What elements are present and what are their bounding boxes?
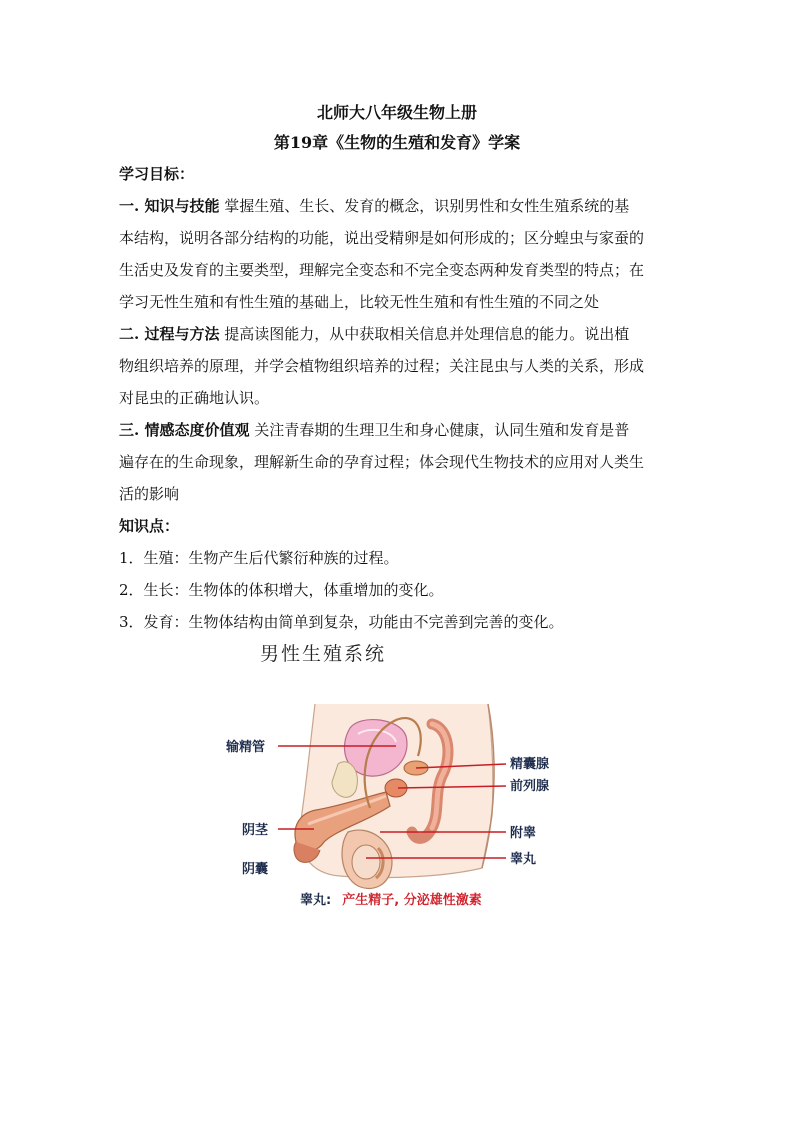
goal-1-text: 掌握生殖、生长、发育的概念，识别男性和女性生殖系统的基 [224, 197, 630, 215]
anatomy-illustration [294, 704, 494, 889]
goal-3-line-1 [119, 420, 679, 440]
goal-1-line-4: 学习无性生殖和有性生殖的基础上，比较无性生殖和有性生殖的不同之处 [119, 293, 600, 311]
document-subtitle: 第19章《生物的生殖和发育》学案 [273, 133, 521, 152]
label-penis: 阴茎 [242, 823, 269, 838]
label-scrotum: 阴囊 [242, 862, 269, 877]
goal-2-label: 二. 过程与方法 [119, 325, 220, 343]
label-epididymis: 附睾 [510, 826, 537, 841]
knowledge-heading: 知识点： [119, 517, 180, 535]
goal-3-line-2: 遍存在的生命现象，理解新生命的孕育过程；体会现代生物技术的应用对人类生 [119, 453, 645, 471]
label-prostate: 前列腺 [510, 779, 550, 794]
goal-1-label: 一. 知识与技能 [119, 197, 220, 215]
goal-3-text: 关注青春期的生理卫生和身心健康，认同生殖和发育是普 [254, 421, 630, 439]
goal-2-text: 提高读图能力，从中获取相关信息并处理信息的能力。说出植 [224, 325, 630, 343]
label-seminal-vesicle: 精囊腺 [510, 757, 550, 772]
document-title: 北师大八年级生物上册 [316, 103, 477, 122]
goal-1-line-2: 本结构，说明各部分结构的功能，说出受精卵是如何形成的；区分蝗虫与家蚕的 [119, 229, 645, 247]
knowledge-item-3: 3．发育：生物体结构由简单到复杂，功能由不完善到完善的变化。 [119, 613, 564, 631]
caption-term: 睾丸: [300, 893, 332, 908]
goal-2-line-1 [119, 324, 679, 344]
goal-3-line-3: 活的影响 [119, 485, 180, 503]
goal-2-line-2: 物组织培养的原理，并学会植物组织培养的过程；关注昆虫与人类的关系，形成 [119, 357, 645, 375]
goal-1-line-3: 生活史及发育的主要类型，理解完全变态和不完全变态两种发育类型的特点；在 [119, 261, 645, 279]
goal-1-line-1 [119, 196, 679, 216]
label-testis: 睾丸 [510, 852, 537, 867]
male-reproductive-diagram [220, 636, 560, 916]
diagram-title: 男性生殖系统 [260, 643, 387, 665]
goal-3-label: 三. 情感态度价值观 [119, 421, 250, 439]
goal-2-line-3: 对昆虫的正确地认识。 [119, 389, 270, 407]
caption-text: 产生精子, 分泌雄性激素 [342, 893, 482, 908]
knowledge-item-2: 2．生长：生物体的体积增大，体重增加的变化。 [119, 581, 444, 599]
knowledge-item-1: 1．生殖：生物产生后代繁衍种族的过程。 [119, 549, 399, 567]
label-vas-deferens: 输精管 [226, 740, 266, 755]
diagram-caption [300, 889, 482, 908]
goals-heading: 学习目标： [119, 165, 195, 183]
